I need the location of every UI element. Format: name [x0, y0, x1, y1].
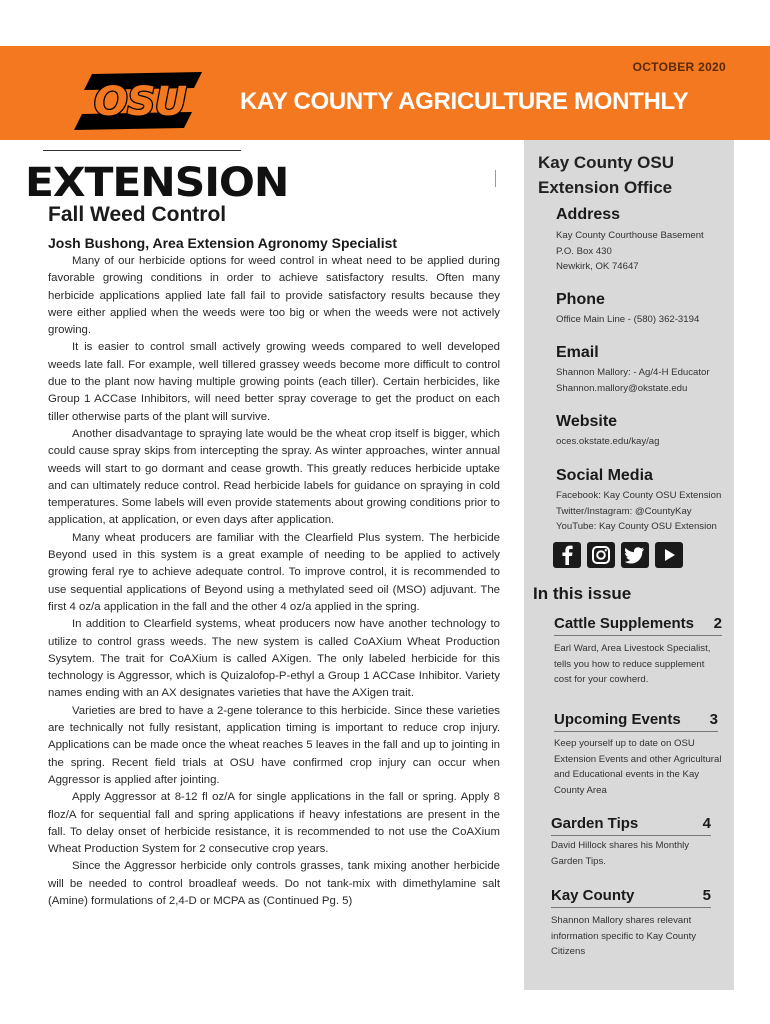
toc-description: David Hillock shares his Monthly Garden Tips. [551, 840, 690, 867]
toc-description: Keep yourself up to date on OSU Extension Events and other Agricultural and Educational events in the Kay County Area [554, 738, 722, 796]
email-link[interactable]: Shannon.mallory@okstate.edu [556, 382, 688, 394]
article-byline: Josh Bushong, Area Extension Agronomy Specialist [48, 235, 398, 251]
office-title [538, 150, 674, 200]
toc-description: Shannon Mallory shares relevant information specific to Kay County Citizens [551, 915, 697, 957]
website-link[interactable]: oces.okstate.edu/kay/ag [556, 436, 660, 447]
twitter-icon[interactable] [621, 542, 649, 568]
email-heading: Email [556, 344, 599, 361]
social-line: Twitter/Instagram: @CountyKay [556, 505, 692, 517]
instagram-icon[interactable] [587, 542, 615, 568]
in-this-issue-heading: In this issue [533, 584, 632, 603]
newsletter-title: KAY COUNTY AGRICULTURE MONTHLY [240, 88, 689, 115]
article-paragraph: It is easier to control small actively growing weeds compared to well developed weeds late fall. For example, well tillered grassey weeds become more difficult to control due to the plant now having multiple growing points (each tiller). Certain herbicides, like Group 1 ACCase Inhibitors, will need better spray coverage to get the product on each tiller otherwise parts of the plant will survive. [48, 341, 500, 423]
toc-description: Earl Ward, Area Livestock Specialist, tells you how to reduce supplement cost for your cowherd. [554, 643, 711, 685]
toc-title: Garden Tips [551, 815, 639, 832]
facebook-icon[interactable] [553, 542, 581, 568]
toc-page: 5 [702, 887, 711, 904]
toc-item-upcoming-events[interactable] [554, 711, 718, 732]
article-paragraph: Many of our herbicide options for weed control in wheat need to be applied during favorable growing conditions in order to achieve satisfactory results. Often many herbicide applications applied late fall fail to provide satisfactory results because they were either applied when the weeds were too big or when the weeds were not actively growing. [48, 255, 500, 337]
address-block [556, 228, 704, 275]
social-block [556, 488, 721, 535]
email-line: Shannon Mallory: - Ag/4-H Educator [556, 367, 710, 378]
article-paragraph: Apply Aggressor at 8-12 fl oz/A for single applications in the fall or spring. Apply 8 floz/A for sequential fall and spring applications if heavy infestations are present in the fall. To delay onset of herbicide resistance, it is recommended to not use the CoAXium Wheat Production System for 2 consecutive crop years. [48, 791, 500, 856]
toc-title: Kay County [551, 887, 635, 904]
toc-item-kay-county[interactable] [551, 887, 711, 908]
text-cursor-mark [495, 170, 496, 187]
toc-title: Cattle Supplements [554, 615, 695, 632]
article-body [48, 253, 500, 910]
toc-title: Upcoming Events [554, 711, 681, 728]
office-title-line: Kay County OSU [538, 153, 675, 172]
toc-item-garden-tips[interactable] [551, 815, 711, 836]
issue-date: OCTOBER 2020 [632, 60, 726, 74]
email-block [556, 365, 710, 396]
website-heading: Website [556, 413, 618, 430]
phone-heading: Phone [556, 291, 605, 308]
logo-text: OSU [93, 79, 187, 125]
address-line: P.O. Box 430 [556, 245, 612, 257]
osu-logo [70, 62, 210, 134]
article-title: Fall Weed Control [48, 203, 227, 226]
address-line: Newkirk, OK 74647 [556, 261, 639, 272]
youtube-icon[interactable] [655, 542, 683, 568]
office-title-line: Extension Office [538, 178, 673, 197]
social-heading: Social Media [556, 467, 653, 484]
address-heading: Address [556, 206, 621, 223]
article-paragraph: Another disadvantage to spraying late would be the wheat crop itself is bigger, which could cause spray skips from intercepting the spray. As winter approaches, winter annual weeds will start to go dormant and cease growth. This greatly reduces herbicide uptake and can ultimately reduce control. Read herbicide labels for guidance on spraying in cold temperatures. Some labels will even provide statements about growing conditions prior to application, at application, or even days after application. [48, 427, 500, 527]
article-paragraph: Many wheat producers are familiar with the Clearfield Plus system. The herbicide Beyond used in this system is a great example of needing to be applied to actively growing feral rye to achieve adequate control. To improve control, it is recommended to use sequential applications of Beyond using a methylated seed oil (MSO) adjuvant. The first 4 oz/a application in the fall and the other 4 oz/a applied in the spring. [48, 531, 500, 613]
article-paragraph: In addition to Clearfield systems, wheat producers now have another technology to utilize to control grass weeds. The new system is called CoAXium Wheat Production Sysytem. The trait for CoAXium is called AXigen. The only labeled herbicide for this technology is Aggressor, which is Quizalofop-P-ethyl a Group 1 ACCase Inhibitor. Variety names ending with an AX designates varieties that have the AXigen trait. [48, 618, 500, 700]
toc-item-cattle-supplements[interactable] [554, 615, 722, 636]
article-paragraph: Since the Aggressor herbicide only controls grasses, tank mixing another herbicide will be needed to control broadleaf weeds. Do not tank-mix with dimethylamine salt (Amine) formulations of 2,4-D or MCPA as (Continued Pg. 5) [48, 860, 500, 907]
phone-line: Office Main Line - (580) 362-3194 [556, 314, 700, 325]
social-icons [553, 542, 683, 568]
extension-wordmark: EXTENSION [25, 160, 289, 206]
social-line: Facebook: Kay County OSU Extension [556, 490, 722, 501]
article-paragraph: Varieties are bred to have a 2-gene tolerance to this herbicide. Since these varieties are technically not fully resistant, application timing is important to reduce crop injury. Applications can be made once the wheat reaches 5 leaves in the fall and up to jointing in the spring. Recent field trials at OSU have confirmed crop injury can occur when Aggressor is applied after jointing. [48, 704, 500, 786]
toc-page: 4 [702, 815, 711, 832]
toc-page: 3 [709, 711, 718, 728]
toc-page: 2 [713, 615, 722, 632]
social-line: YouTube: Kay County OSU Extension [556, 521, 717, 532]
address-line: Kay County Courthouse Basement [556, 230, 704, 241]
divider [43, 150, 241, 151]
